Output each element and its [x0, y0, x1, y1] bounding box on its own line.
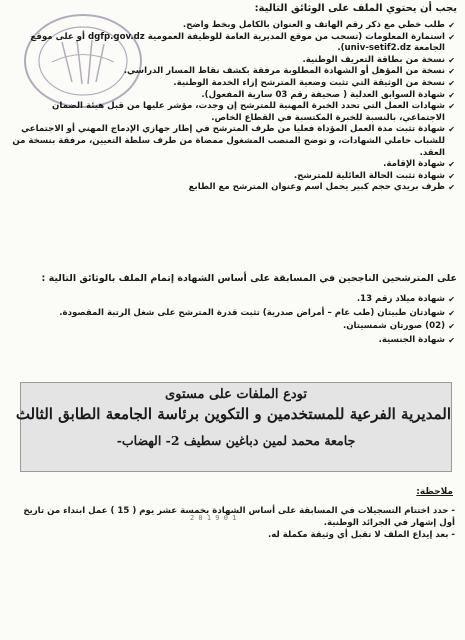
list-item: ✔ شهادة السوابق العدلية ( صحيفة رقم 03 سارية المفعول).	[201, 89, 455, 100]
check-bullet-icon: ✔	[448, 55, 455, 65]
check-bullet-icon: ✔	[448, 90, 455, 100]
list-item: ✔ استمارة المعلومات (تسحب من موقع المديرية العامة للوظيفة العمومية dgfp.gov.dz أو على موقع الجامعة univ-setif2.dz).	[30, 31, 455, 54]
notes-block	[15, 505, 455, 541]
check-bullet-icon: ✔	[448, 102, 455, 112]
list-item: ✔ شهادة الجنسية.	[10, 334, 455, 348]
note-title: ملاحظة:	[416, 487, 453, 497]
check-bullet-icon: ✔	[448, 171, 455, 181]
list-item: ✔ شهادة الإقامة.	[383, 159, 455, 170]
check-bullet-icon: ✔	[448, 67, 455, 77]
deposit-university: جامعة محمد لمين دباغين سطيف 2- الهضاب-	[116, 433, 356, 448]
list-item: ✔ شهادات العمل التي تحدد الخبرة المهنية للمترشح إن وجدت، مؤشر عليها من قبل هيئة الضمان الاجتماعي، بالنسبة للخبرة المكتسبة في القطاع الخاص.	[52, 101, 455, 123]
check-bullet-icon: ✔	[448, 183, 455, 193]
documents-heading: يجب أن يحتوي الملف على الوثائق التالية:	[254, 3, 457, 14]
note-item: - بعد إيداع الملف لا تقبل أي وثيقة مكملة له.	[268, 530, 455, 540]
check-bullet-icon: ✔	[448, 335, 455, 345]
deposit-location-box	[15, 382, 452, 472]
documents-list	[10, 20, 455, 194]
check-bullet-icon: ✔	[448, 295, 455, 304]
date-stamp: 2 0 1 9 0 1	[190, 514, 237, 522]
list-item: ✔ (02) صورتان شمسيتان.	[10, 320, 455, 334]
check-bullet-icon: ✔	[448, 125, 455, 135]
note-item: - حدد اختتام التسجيلات في المسابقة على أساس الشهادة بخمسة عشر يوم ( 15 ) عمل ابتداء من تاريخ أول إشهار في الجرائد الوطنية.	[23, 506, 455, 528]
check-bullet-icon: ✔	[448, 322, 455, 331]
check-bullet-icon: ✔	[448, 160, 455, 170]
check-bullet-icon: ✔	[448, 78, 455, 88]
check-bullet-icon: ✔	[448, 308, 455, 318]
list-item: ✔ شهادة تثبت مدة العمل المؤداة فعليا من طرف المترشح في إطار جهازي الإدماج المهني أو الاجتماعي للشباب حاملي الشهادات، و توضح المنصب المشغول ممضاة من طرف سلطة التعيين، مرفقة بنسخة من العقد.	[12, 124, 455, 158]
list-item: ✔ نسخة من الوثيقة التي تثبت وضعية المترشح إزاء الخدمة الوطنية.	[173, 77, 455, 88]
check-bullet-icon: ✔	[448, 21, 455, 30]
deposit-directorate: المديرية الفرعية للمستخدمين و التكوين برئاسة الجامعة الطابق الثالث	[15, 405, 451, 423]
check-bullet-icon: ✔	[448, 32, 455, 42]
list-item: ✔ شهادة ميلاد رقم 13.	[10, 293, 455, 307]
additional-documents-list	[10, 293, 455, 347]
successful-candidates-heading: على المترشحين الناجحين في المسابقة على أساس الشهادة إتمام الملف بالوثائق التالية :	[41, 273, 457, 284]
list-item: ✔ نسخة من المؤهل أو الشهادة المطلوبة مرفقة بكشف نقاط المسار الدراسي.	[123, 66, 455, 77]
list-item: ✔ شهادة تثبت الحالة العائلية للمترشح.	[293, 170, 455, 181]
list-item: ✔ طلب خطي مع ذكر رقم الهاتف و العنوان بالكامل وبخط واضح.	[182, 20, 455, 30]
list-item: ✔ ظرف بريدي حجم كبير يحمل اسم وعنوان المترشح مع الطابع	[188, 182, 455, 193]
list-item: ✔ نسخة من بطاقة التعريف الوطنية.	[302, 54, 455, 65]
deposit-intro: تودع الملفات على مستوى	[165, 387, 307, 402]
list-item: ✔ شهادتان طبيتان (طب عام – أمراض صدرية) تثبت قدرة المترشح على شغل الرتبة المقصودة.	[10, 307, 455, 321]
